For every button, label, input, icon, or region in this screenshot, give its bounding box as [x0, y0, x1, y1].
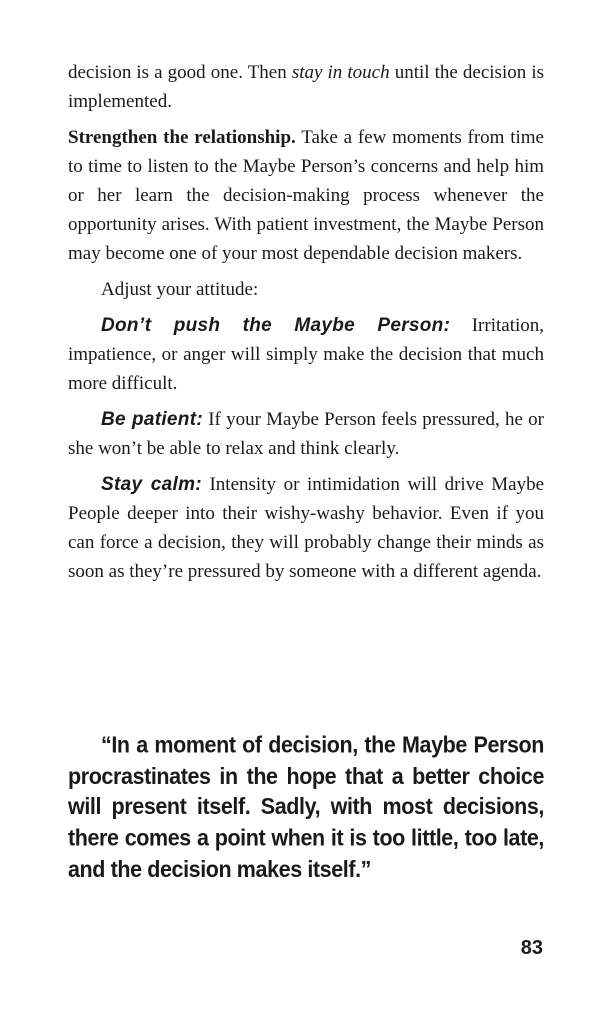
pull-quote-text: “In a moment of decision, the Maybe Person procrastinates in the hope that a better choice will present itself. Sadly, with most decisions, there comes a point when it is too little, too late, and the decision makes itself.”	[68, 732, 544, 883]
paragraph-text: Adjust your attitude:	[101, 279, 259, 300]
paragraph-text: Intensity or intimidation will drive Maybe People deeper into their wishy-washy behavior. Even if you can force a decision, they will probably change their minds as soon as they’re pressured by someone with a different agenda.	[68, 474, 544, 582]
paragraph-text: until the decision is implemented.	[68, 62, 544, 112]
paragraph-text: decision is a good one. Then	[68, 62, 292, 83]
paragraph-continuation	[68, 58, 544, 116]
paragraph-be-patient	[68, 405, 544, 463]
paragraph-dont-push	[68, 311, 544, 398]
paragraph-text: If your Maybe Person feels pressured, he or she won’t be able to relax and think clearly.	[68, 409, 544, 459]
paragraph-lead: Be patient:	[101, 409, 203, 430]
paragraph-text: Irritation, impatience, or anger will simply make the decision that much more difficult.	[68, 315, 545, 394]
paragraph-text: Take a few moments from time to time to listen to the Maybe Person’s concerns and help him or her learn the decision-making process whenever the opportunity arises. With patient investment, the Maybe Person may become one of your most dependable decision makers.	[68, 127, 544, 264]
paragraph-strengthen-relationship	[68, 123, 544, 268]
pull-quote	[68, 730, 544, 885]
paragraph-lead: Strengthen the relationship.	[68, 127, 296, 148]
paragraph-stay-calm	[68, 470, 544, 586]
emphasis-text: stay in touch	[291, 62, 390, 83]
page-number: 83	[520, 937, 543, 959]
paragraph-lead: Stay calm:	[101, 474, 202, 495]
page-body	[68, 58, 544, 593]
paragraph-adjust-attitude	[68, 275, 544, 304]
paragraph-lead: Don’t push the Maybe Person:	[101, 315, 451, 336]
